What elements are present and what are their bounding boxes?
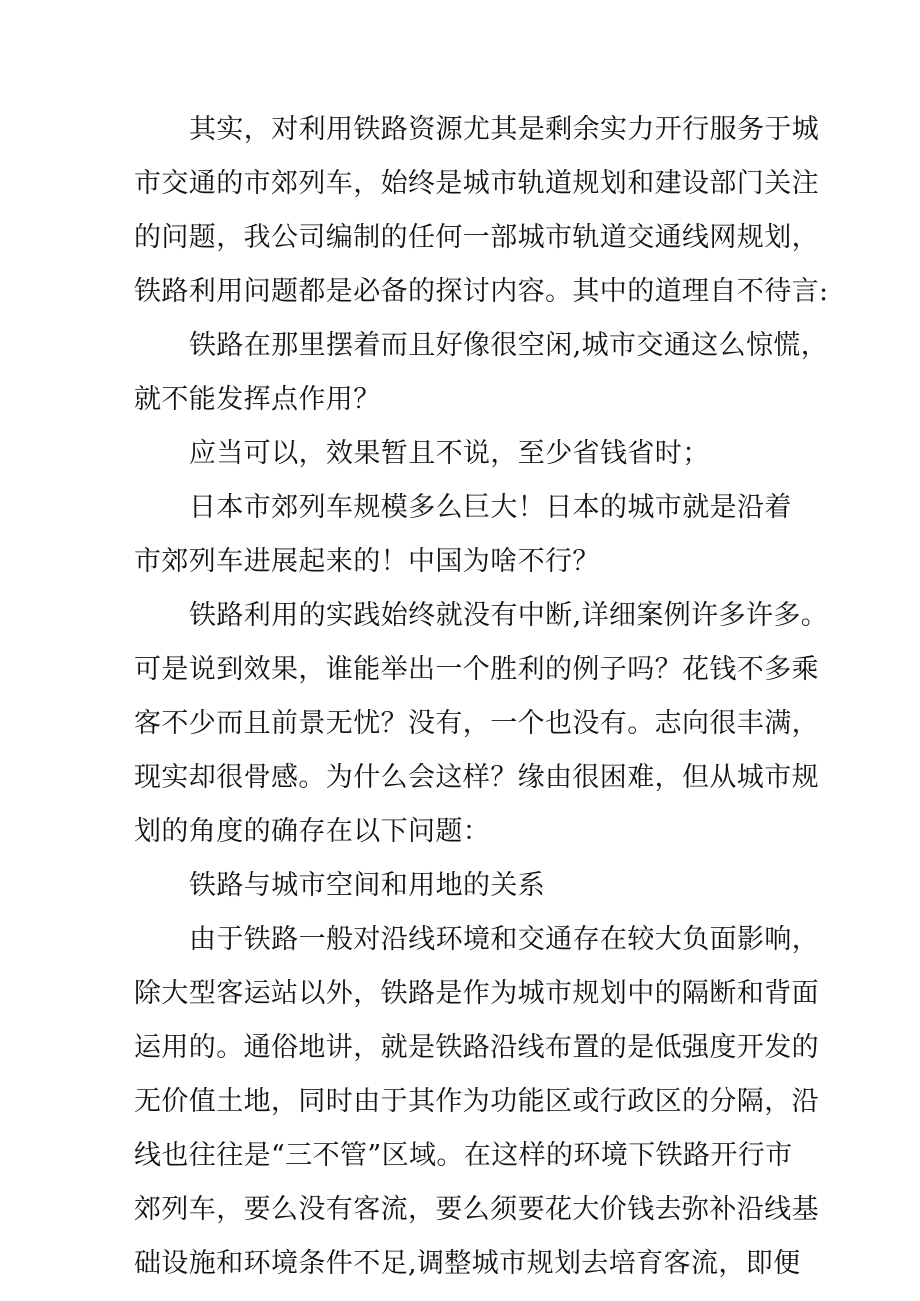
section-heading: 铁路与城市空间和用地的关系 bbox=[189, 870, 546, 901]
text-line: 铁路利用的实践始终就没有中断,详细案例许多许多。 bbox=[189, 600, 829, 631]
text-line: 运用的。通俗地讲，就是铁路沿线布置的是低强度开发的 bbox=[134, 1032, 819, 1063]
text-line: 市郊列车进展起来的！中国为啥不行？ bbox=[134, 546, 600, 577]
text-line: 的问题，我公司编制的任何一部城市轨道交通线网规划， bbox=[134, 222, 819, 253]
text-line: 铁路利用问题都是必备的探讨内容。其中的道理自不待言: bbox=[134, 276, 829, 307]
text-line: 无价值土地，同时由于其作为功能区或行政区的分隔，沿 bbox=[134, 1086, 819, 1117]
text-line: 客不少而且前景无忧？没有，一个也没有。志向很丰满， bbox=[134, 708, 819, 739]
text-line: 除大型客运站以外，铁路是作为城市规划中的隔断和背面 bbox=[134, 978, 819, 1009]
text-line: 础设施和环境条件不足,调整城市规划去培育客流，即便 bbox=[134, 1248, 801, 1279]
text-line: 由于铁路一般对沿线环境和交通存在较大负面影响， bbox=[189, 924, 820, 955]
text-line: 应当可以，效果暂且不说，至少省钱省时； bbox=[189, 438, 710, 469]
text-line: 现实却很骨感。为什么会这样？缘由很困难，但从城市规 bbox=[134, 762, 819, 793]
text-line: 划的角度的确存在以下问题： bbox=[134, 816, 491, 847]
text-line: 线也往往是“三不管”区域。在这样的环境下铁路开行市 bbox=[134, 1140, 793, 1171]
text-line: 郊列车，要么没有客流，要么须要花大价钱去弥补沿线基 bbox=[134, 1194, 819, 1225]
document-body bbox=[134, 103, 829, 1291]
text-line: 日本市郊列车规模多么巨大！日本的城市就是沿着 bbox=[189, 492, 792, 523]
text-line: 就不能发挥点作用？ bbox=[134, 384, 381, 415]
text-line: 市交通的市郊列车，始终是城市轨道规划和建设部门关注 bbox=[134, 168, 819, 199]
text-line: 铁路在那里摆着而且好像很空闲,城市交通这么惊慌， bbox=[189, 330, 829, 361]
text-line: 可是说到效果，谁能举出一个胜利的例子吗？花钱不多乘 bbox=[134, 654, 819, 685]
text-line: 其实，对利用铁路资源尤其是剩余实力开行服务于城 bbox=[189, 114, 820, 145]
